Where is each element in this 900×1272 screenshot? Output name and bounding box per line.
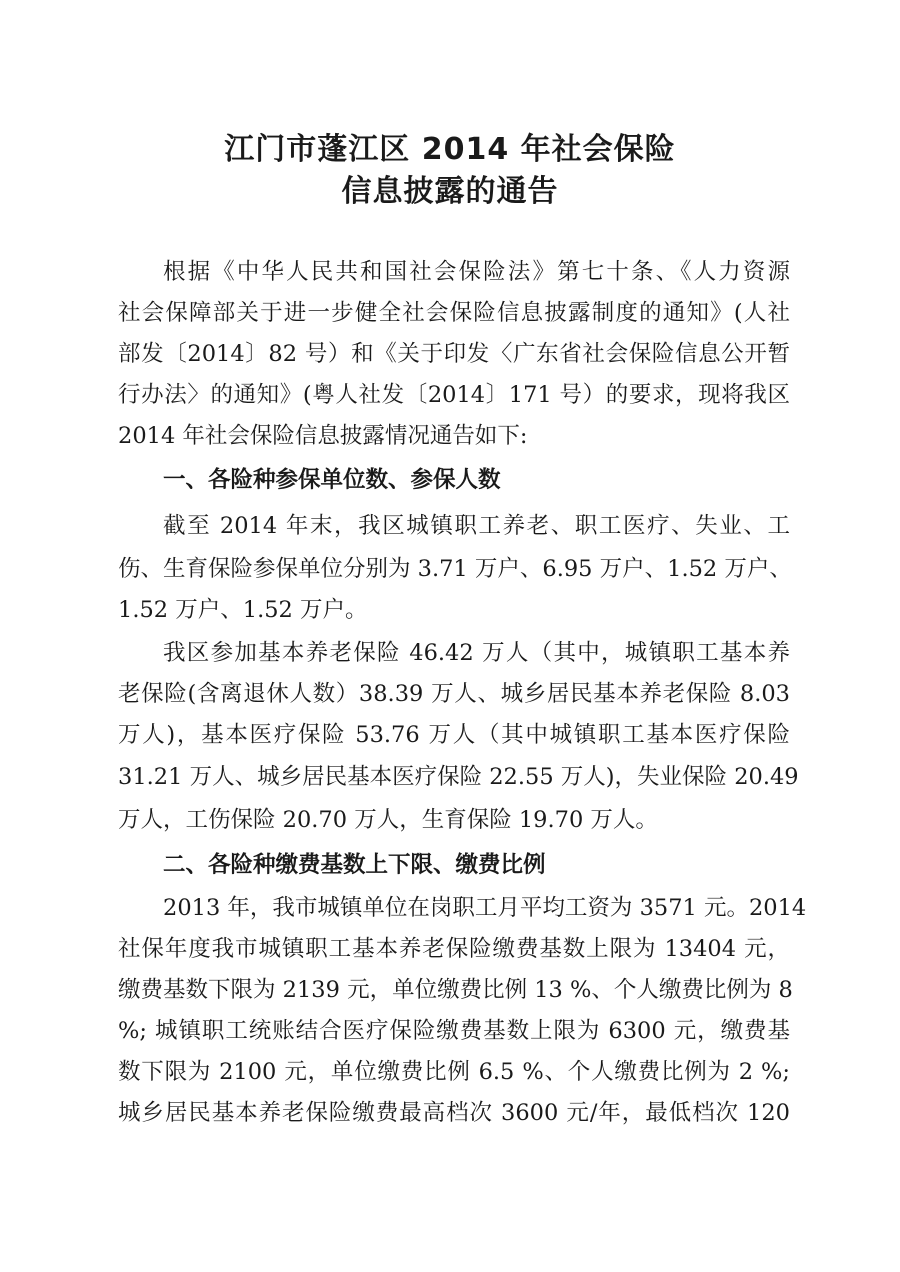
text-line: 31.21 万人、城乡居民基本医疗保险 22.55 万人)，失业保险 20.49 (118, 764, 799, 790)
text-line: 2014 年社会保险信息披露情况通告如下: (118, 423, 528, 449)
text-line: 2013 年，我市城镇单位在岗职工月平均工资为 3571 元。2014 (163, 895, 807, 921)
text-line: 缴费基数下限为 2139 元，单位缴费比例 13 %、个人缴费比例为 8 (118, 977, 793, 1003)
text-line: 社保年度我市城镇职工基本养老保险缴费基数上限为 13404 元， (118, 936, 790, 962)
text-line: 万人)，基本医疗保险 53.76 万人（其中城镇职工基本医疗保险 (118, 722, 790, 748)
text-line: 数下限为 2100 元，单位缴费比例 6.5 %、个人缴费比例为 2 %; (118, 1059, 790, 1085)
text-line: 伤、生育保险参保单位分别为 3.71 万户、6.95 万户、1.52 万户、 (118, 556, 792, 582)
section-1-heading: 一、各险种参保单位数、参保人数 (163, 467, 501, 493)
section-2-heading: 二、各险种缴费基数上下限、缴费比例 (163, 852, 546, 878)
text-line: %; 城镇职工统账结合医疗保险缴费基数上限为 6300 元，缴费基 (118, 1018, 790, 1044)
text-line: 1.52 万户、1.52 万户。 (118, 597, 368, 623)
text-line: 万人，工伤保险 20.70 万人，生育保险 19.70 万人。 (118, 807, 658, 833)
text-line: 截至 2014 年末，我区城镇职工养老、职工医疗、失业、工 (163, 513, 790, 539)
text-line: 城乡居民基本养老保险缴费最高档次 3600 元/年，最低档次 120 (118, 1100, 790, 1126)
text-line: 部发〔2014〕82 号）和《关于印发〈广东省社会保险信息公开暂 (118, 341, 790, 367)
text-line: 老保险(含离退休人数）38.39 万人、城乡居民基本养老保险 8.03 (118, 681, 790, 707)
document-title-line-1: 江门市蓬江区 2014 年社会保险 (224, 132, 676, 167)
text-line: 行办法〉的通知》(粤人社发〔2014〕171 号）的要求，现将我区 (118, 382, 790, 408)
document-title-line-2: 信息披露的通告 (341, 174, 559, 209)
text-line: 社会保障部关于进一步健全社会保险信息披露制度的通知》(人社 (118, 300, 790, 326)
text-line: 根据《中华人民共和国社会保险法》第七十条、《人力资源 (163, 259, 790, 285)
text-line: 我区参加基本养老保险 46.42 万人（其中，城镇职工基本养 (163, 640, 790, 666)
